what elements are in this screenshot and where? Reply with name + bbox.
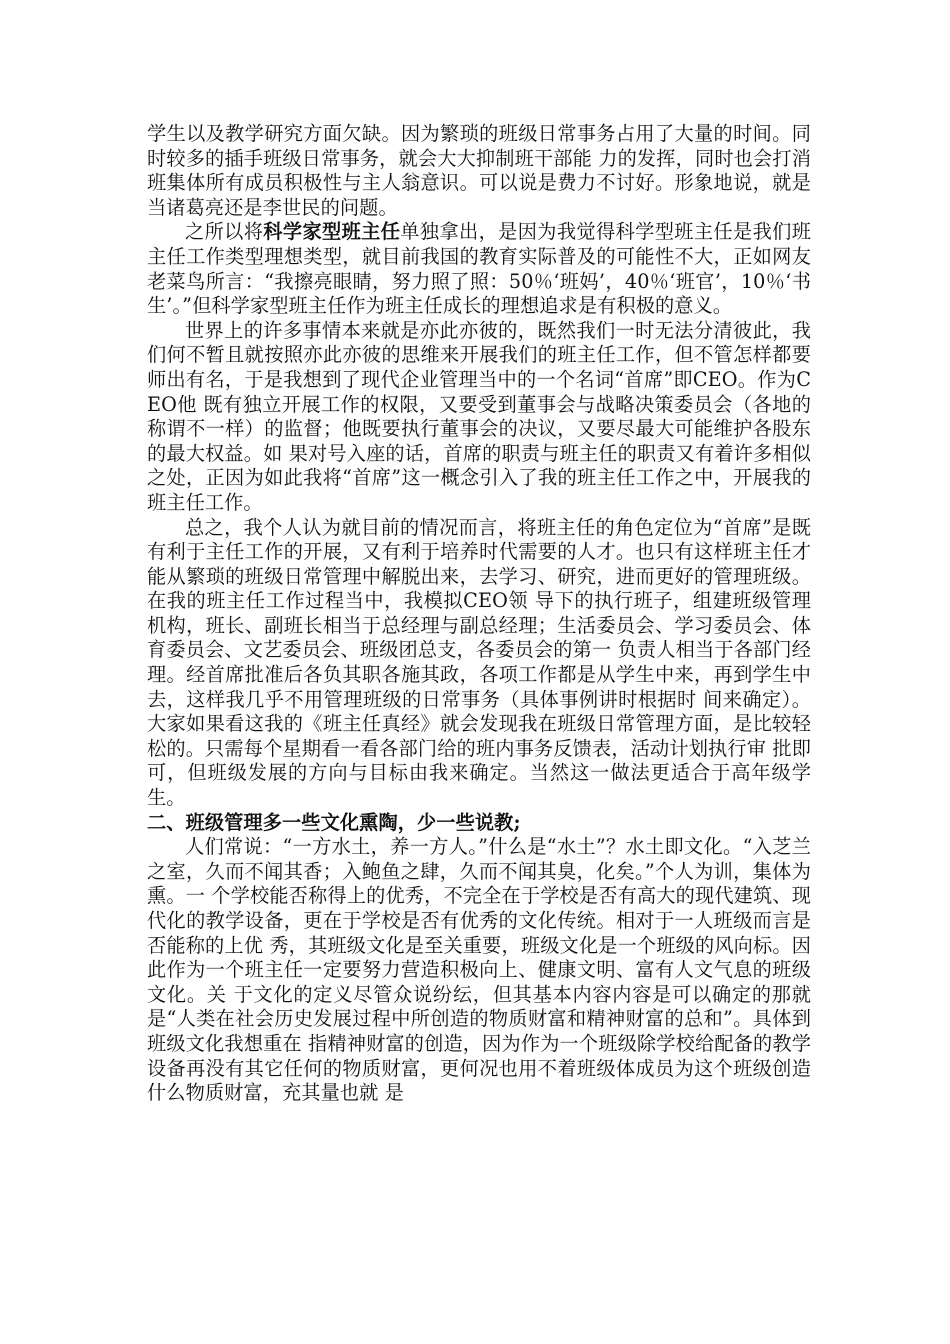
- paragraph-2-rest: 单独拿出，是因为我觉得科学型班主任是我们班主任工作类型理想类型，就目前我国的教育实际普及的可能性不大，正如网友老菜鸟所言：“我擦亮眼睛，努力照了照：50％‘班妈’，40％‘班官’，10％‘书生’。”但科学家型班主任作为班主任成长的理想追求是有积极的意义。: [147, 220, 811, 318]
- document-page: [147, 122, 811, 1106]
- paragraph-5: 人们常说：“一方水土，养一方人。”什么是“水土”？水土即文化。“入芝兰之室，久而不闻其香；入鲍鱼之肆，久而不闻其臭，化矣。”个人为训，集体为熏。一 个学校能否称得上的优秀，不完全在于学校是否有高大的现代建筑、现代化的教学设备，更在于学校是否有优秀的文化传统。相对于一人班级而言是否能称的上优 秀，其班级文化是至关重要，班级文化是一个班级的风向标。因此作为一个班主任一定要努力营造积极向上、健康文明、富有人文气息的班级文化。关 于文化的定义尽管众说纷纭，但其基本内容内容是可以确定的那就是“人类在社会历史发展过程中所创造的物质财富和精神财富的总和”。具体到班级文化我想重在 指精神财富的创造，因为作为一个班级除学校给配备的教学设备再没有其它任何的物质财富，更何况也用不着班级体成员为这个班级创造什么物质财富，充其量也就 是: [147, 835, 811, 1105]
- paragraph-2: [147, 220, 811, 318]
- paragraph-4: 总之，我个人认为就目前的情况而言，将班主任的角色定位为“首席”是既有利于主任工作的开展，又有利于培养时代需要的人才。也只有这样班主任才能从繁琐的班级日常管理中解脱出来，去学习、研究，进而更好的管理班级。在我的班主任工作过程当中，我模拟CEO领 导下的执行班子，组建班级管理机构，班长、副班长相当于总经理与副总经理；生活委员会、学习委员会、体育委员会、文艺委员会、班级团总支，各委员会的第一 负责人相当于各部门经理。经首席批准后各负其职各施其政，各项工作都是从学生中来，再到学生中去，这样我几乎不用管理班级的日常事务（具体事例讲时根据时 间来确定）。大家如果看这我的《班主任真经》就会发现我在班级日常管理方面，是比较轻松的。只需每个星期看一看各部门给的班内事务反馈表，活动计划执行审 批即可，但班级发展的方向与目标由我来确定。当然这一做法更适合于高年级学生。: [147, 515, 811, 810]
- paragraph-3: 世界上的许多事情本来就是亦此亦彼的，既然我们一时无法分清彼此，我们何不暂且就按照亦此亦彼的思维来开展我们的班主任工作，但不管怎样都要师出有名，于是我想到了现代企业管理当中的一个名词“首席”即CEO。作为CEO他 既有独立开展工作的权限，又要受到董事会与战略决策委员会（各地的称谓不一样）的监督；他既要执行董事会的决议，又要尽最大可能维护各股东的最大权益。如 果对号入座的话，首席的职责与班主任的职责又有着许多相似之处，正因为如此我将“首席”这一概念引入了我的班主任工作之中，开展我的班主任工作。: [147, 318, 811, 514]
- paragraph-2-lead: 之所以将: [185, 220, 264, 244]
- paragraph-2-bold-term: 科学家型班主任: [263, 220, 401, 244]
- paragraph-1: 学生以及教学研究方面欠缺。因为繁琐的班级日常事务占用了大量的时间。同时较多的插手班级日常事务，就会大大抑制班干部能 力的发挥，同时也会打消班集体所有成员积极性与主人翁意识。可以说是费力不讨好。形象地说，就是当诸葛亮还是李世民的问题。: [147, 122, 811, 219]
- section-heading-2: 二、班级管理多一些文化熏陶，少一些说教;: [147, 810, 521, 834]
